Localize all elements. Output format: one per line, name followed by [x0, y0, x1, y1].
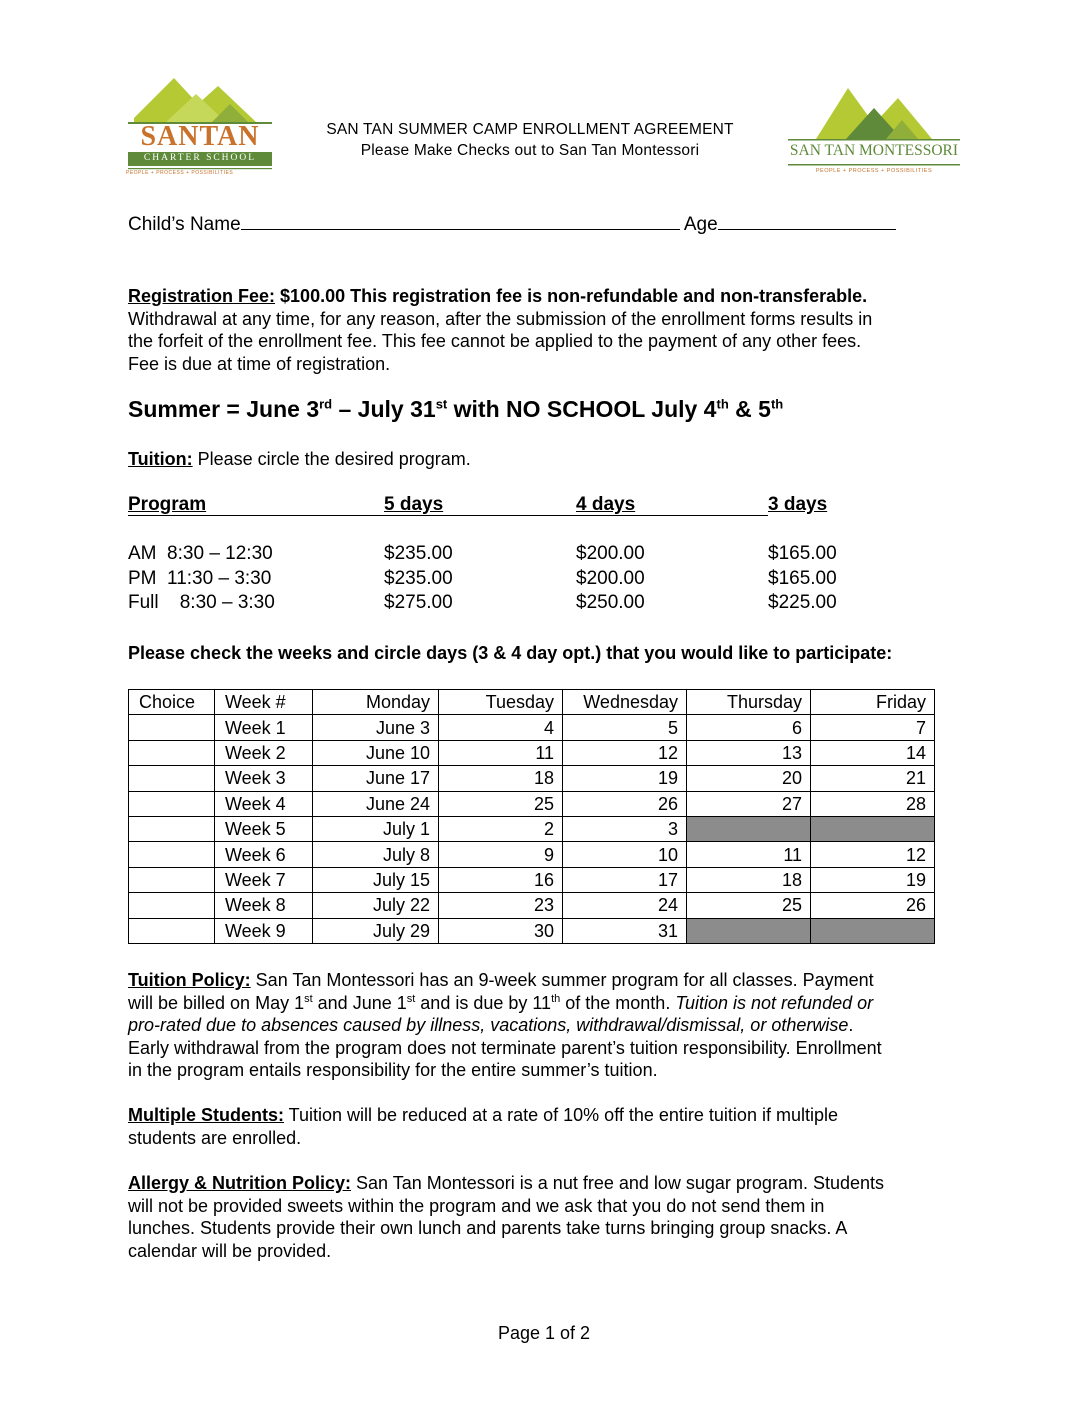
choice-checkbox-cell[interactable] — [129, 791, 215, 816]
child-name-label: Child’s Name — [128, 214, 241, 235]
week-number: Week 8 — [215, 893, 313, 918]
calendar-header: Monday — [313, 690, 439, 715]
registration-fee-text: $100.00 This registration fee is non-refundable and non-transferable. — [275, 286, 868, 306]
day-cell[interactable]: July 8 — [313, 842, 439, 867]
allergy-text: calendar will be provided. — [128, 1240, 332, 1261]
program-row[interactable] — [128, 568, 868, 593]
calendar-header: Week # — [215, 690, 313, 715]
day-cell[interactable]: 21 — [811, 766, 935, 791]
week-row — [129, 842, 935, 867]
week-number: Week 9 — [215, 918, 313, 943]
page-number: Page 1 of 2 — [497, 1323, 591, 1343]
day-cell[interactable]: 3 — [563, 816, 687, 841]
price-cell[interactable]: $235.00 — [384, 543, 453, 564]
registration-line: the forfeit of the enrollment fee. This fee cannot be applied to the payment of any other fees. — [128, 331, 862, 351]
tuition-policy-label: Tuition Policy: — [128, 970, 251, 990]
tuition-instruction — [128, 448, 471, 471]
week-number: Week 4 — [215, 791, 313, 816]
week-number: Week 1 — [215, 715, 313, 740]
day-cell[interactable]: 9 — [439, 842, 563, 867]
no-school-cell — [811, 918, 935, 943]
policy-text: Early withdrawal from the program does not terminate parent’s tuition responsibility. Enrollment — [128, 1037, 882, 1058]
program-table — [128, 494, 868, 617]
weeks-instruction: Please check the weeks and circle days (3 & 4 day opt.) that you would like to participate: — [128, 643, 893, 663]
program-name: AM 8:30 – 12:30 — [128, 543, 273, 564]
week-row — [129, 715, 935, 740]
child-name-field[interactable] — [241, 211, 680, 230]
policy-sup: st — [406, 992, 416, 1005]
no-school-cell — [811, 816, 935, 841]
day-cell[interactable]: 27 — [687, 791, 811, 816]
logo-left-tagline: PEOPLE + PROCESS + POSSIBILITIES — [126, 170, 234, 176]
day-cell[interactable]: June 10 — [313, 740, 439, 765]
multiple-students-text: Tuition will be reduced at a rate of 10% off the entire tuition if multiple — [284, 1105, 838, 1125]
day-cell[interactable]: 2 — [439, 816, 563, 841]
day-cell[interactable]: 11 — [439, 740, 563, 765]
logo-left-name: SANTAN — [140, 121, 260, 152]
policy-sup: th — [551, 992, 561, 1005]
allergy-text: San Tan Montessori is a nut free and low sugar program. Students — [351, 1173, 884, 1193]
policy-text: in the program entails responsibility for the entire summer’s tuition. — [128, 1060, 658, 1080]
day-cell[interactable]: 31 — [563, 918, 687, 943]
choice-checkbox-cell[interactable] — [129, 893, 215, 918]
week-number: Week 6 — [215, 842, 313, 867]
policy-italic-text: Tuition is not refunded or — [675, 992, 874, 1013]
week-number: Week 7 — [215, 867, 313, 892]
allergy-text: will not be provided sweets within the program and we ask that you do not send them in — [128, 1195, 825, 1216]
week-number: Week 3 — [215, 766, 313, 791]
day-cell[interactable]: 7 — [811, 715, 935, 740]
calendar-header: Thursday — [687, 690, 811, 715]
day-cell[interactable]: 30 — [439, 918, 563, 943]
registration-section — [128, 285, 968, 375]
program-header-row — [128, 494, 868, 519]
day-cell[interactable]: 5 — [563, 715, 687, 740]
day-cell[interactable]: July 22 — [313, 893, 439, 918]
program-header: 4 days — [576, 494, 636, 515]
summer-text: Summer = June 3 — [128, 396, 320, 422]
calendar-header-row — [129, 690, 935, 715]
registration-line: Fee is due at time of registration. — [128, 353, 391, 374]
document-subtitle: Please Make Checks out to San Tan Montessori — [360, 142, 700, 159]
day-cell[interactable]: June 24 — [313, 791, 439, 816]
program-header: 5 days — [384, 494, 444, 515]
day-cell[interactable]: 13 — [687, 740, 811, 765]
summer-sup: th — [770, 396, 784, 412]
day-cell[interactable]: 26 — [563, 791, 687, 816]
summer-text: – July 31 — [332, 396, 436, 422]
day-cell[interactable]: 28 — [811, 791, 935, 816]
day-cell[interactable]: 19 — [563, 766, 687, 791]
registration-label: Registration Fee: — [128, 286, 276, 306]
allergy-text: lunches. Students provide their own lunch and parents take turns bringing group snacks. A — [128, 1218, 848, 1238]
week-row — [129, 816, 935, 841]
policy-text: . — [848, 1015, 854, 1035]
week-row — [129, 740, 935, 765]
price-cell[interactable]: $235.00 — [384, 567, 453, 589]
program-name: PM 11:30 – 3:30 — [128, 567, 272, 589]
no-school-cell — [687, 816, 811, 841]
summer-text: & 5 — [728, 396, 771, 422]
choice-checkbox-cell[interactable] — [129, 715, 215, 740]
price-cell[interactable]: $225.00 — [768, 592, 837, 613]
choice-checkbox-cell[interactable] — [129, 766, 215, 791]
price-cell[interactable]: $275.00 — [384, 592, 453, 613]
policy-text: will be billed on May 1 — [128, 992, 305, 1013]
price-cell[interactable]: $165.00 — [768, 567, 837, 589]
calendar-header: Friday — [811, 690, 935, 715]
program-header-underline — [128, 515, 384, 516]
age-field[interactable] — [718, 211, 896, 230]
policy-italic-text: pro-rated due to absences caused by illness, vacations, withdrawal/dismissal, or otherwise — [128, 1015, 849, 1035]
allergy-policy-label: Allergy & Nutrition Policy: — [128, 1173, 352, 1193]
choice-checkbox-cell[interactable] — [129, 740, 215, 765]
day-cell[interactable]: 18 — [439, 766, 563, 791]
program-header: Program — [128, 494, 207, 515]
program-header-underline — [384, 515, 576, 516]
logo-left-sub: CHARTER SCHOOL — [143, 153, 257, 163]
day-cell[interactable]: 12 — [563, 740, 687, 765]
day-cell[interactable]: June 17 — [313, 766, 439, 791]
choice-checkbox-cell[interactable] — [129, 842, 215, 867]
week-number: Week 2 — [215, 740, 313, 765]
san-tan-montessori-logo — [786, 84, 962, 182]
no-school-cell — [687, 918, 811, 943]
allergy-policy-section — [128, 1172, 968, 1262]
summer-sup: st — [435, 396, 448, 412]
day-cell[interactable]: July 15 — [313, 867, 439, 892]
summer-sup: rd — [319, 396, 333, 412]
policy-text: of the month. — [560, 992, 676, 1013]
program-row[interactable] — [128, 543, 868, 568]
day-cell[interactable]: 18 — [687, 867, 811, 892]
tuition-text: Please circle the desired program. — [192, 449, 471, 469]
multiple-students-text: students are enrolled. — [128, 1127, 302, 1148]
day-cell[interactable]: 10 — [563, 842, 687, 867]
summer-text: with NO SCHOOL July 4 — [447, 396, 717, 422]
child-info-line — [128, 211, 896, 236]
day-cell[interactable]: 23 — [439, 893, 563, 918]
summer-sup: th — [716, 396, 729, 412]
policy-sup: st — [304, 992, 313, 1005]
day-cell[interactable]: 14 — [811, 740, 935, 765]
week-row — [129, 867, 935, 892]
day-cell[interactable]: 26 — [811, 893, 935, 918]
day-cell[interactable]: 4 — [439, 715, 563, 740]
week-row — [129, 791, 935, 816]
day-cell[interactable]: 25 — [439, 791, 563, 816]
choice-checkbox-cell[interactable] — [129, 816, 215, 841]
policy-text: San Tan Montessori has an 9-week summer program for all classes. Payment — [250, 970, 874, 990]
price-cell[interactable]: $200.00 — [576, 567, 645, 589]
policy-text: and June 1 — [312, 992, 407, 1013]
policy-text: and is due by 11 — [415, 992, 552, 1013]
document-title: SAN TAN SUMMER CAMP ENROLLMENT AGREEMENT — [326, 121, 734, 138]
program-name: Full 8:30 – 3:30 — [128, 592, 275, 613]
day-cell[interactable]: 25 — [687, 893, 811, 918]
price-cell[interactable]: $200.00 — [576, 543, 645, 564]
summer-dates-heading — [128, 396, 783, 423]
tuition-policy-section — [128, 969, 968, 1082]
price-cell[interactable]: $250.00 — [576, 592, 645, 613]
choice-checkbox-cell[interactable] — [129, 918, 215, 943]
logo-right-name: SAN TAN MONTESSORI — [789, 142, 959, 159]
day-cell[interactable]: 24 — [563, 893, 687, 918]
program-header: 3 days — [768, 494, 828, 515]
tuition-label: Tuition: — [128, 449, 193, 469]
multiple-students-section — [128, 1104, 968, 1149]
day-cell[interactable]: 20 — [687, 766, 811, 791]
multiple-students-label: Multiple Students: — [128, 1105, 284, 1125]
weeks-calendar-table — [128, 689, 935, 944]
logo-right-tagline: PEOPLE + PROCESS + POSSIBILITIES — [815, 168, 933, 174]
program-row[interactable] — [128, 592, 868, 617]
week-row — [129, 893, 935, 918]
day-cell[interactable]: July 29 — [313, 918, 439, 943]
day-cell[interactable]: 11 — [687, 842, 811, 867]
calendar-header: Choice — [129, 690, 215, 715]
choice-checkbox-cell[interactable] — [129, 867, 215, 892]
age-label: Age — [683, 214, 718, 235]
price-cell[interactable]: $165.00 — [768, 543, 837, 564]
registration-line: Withdrawal at any time, for any reason, after the submission of the enrollment forms results in — [128, 308, 873, 329]
week-number: Week 5 — [215, 816, 313, 841]
week-row — [129, 766, 935, 791]
day-cell[interactable]: 16 — [439, 867, 563, 892]
program-header-underline — [576, 515, 768, 516]
calendar-header: Tuesday — [439, 690, 563, 715]
day-cell[interactable]: June 3 — [313, 715, 439, 740]
day-cell[interactable]: 19 — [811, 867, 935, 892]
day-cell[interactable]: 6 — [687, 715, 811, 740]
day-cell[interactable]: 12 — [811, 842, 935, 867]
week-row — [129, 918, 935, 943]
day-cell[interactable]: July 1 — [313, 816, 439, 841]
day-cell[interactable]: 17 — [563, 867, 687, 892]
calendar-header: Wednesday — [563, 690, 687, 715]
